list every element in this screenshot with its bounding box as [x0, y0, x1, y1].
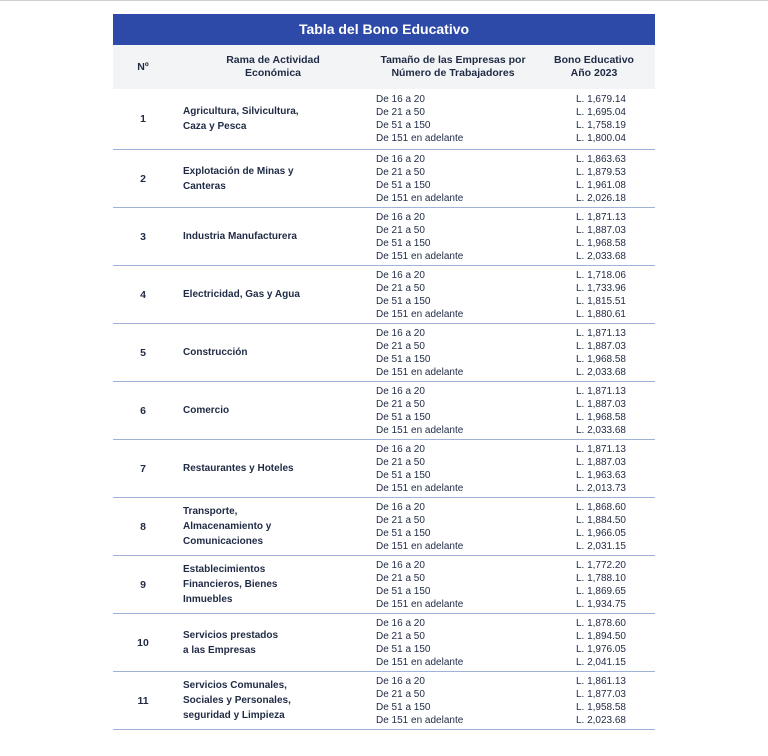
header-bono — [533, 54, 655, 80]
size-range: De 16 a 20 — [376, 559, 425, 571]
bono-amount: L. 1,894.50 — [575, 630, 626, 642]
size-range: De 51 a 150 — [376, 585, 431, 597]
size-range: De 151 en adelante — [376, 656, 464, 668]
row-rama — [173, 287, 373, 302]
row-number: 5 — [140, 346, 146, 359]
header-bono-line-1: Bono Educativo — [554, 54, 634, 66]
rama-line: Almacenamiento y — [183, 521, 272, 532]
size-range: De 16 a 20 — [376, 211, 425, 223]
size-range: De 51 a 150 — [376, 527, 431, 539]
size-range: De 21 a 50 — [376, 688, 425, 700]
bono-amount: L. 1,871.13 — [575, 443, 626, 455]
bono-amount: L. 1,958.58 — [575, 701, 626, 713]
bono-amount: L. 1,877.03 — [575, 688, 626, 700]
bono-amount: L. 1,871.13 — [575, 211, 626, 223]
size-range: De 51 a 150 — [376, 120, 431, 131]
row-sizes — [373, 211, 533, 263]
bono-amount: L. 1,718.06 — [575, 269, 626, 281]
row-sizes — [373, 501, 533, 553]
row-bono — [533, 559, 655, 611]
size-range: De 51 a 150 — [376, 237, 431, 249]
row-sizes — [373, 675, 533, 727]
bono-amount: L. 1,934.75 — [575, 598, 626, 610]
row-bono — [533, 93, 655, 145]
size-range: De 21 a 50 — [376, 572, 425, 584]
table-row — [113, 324, 655, 382]
rama-line: Servicios Comunales, — [183, 680, 287, 691]
row-sizes — [373, 327, 533, 379]
header-rama-line-1: Rama de Actividad — [226, 54, 320, 66]
size-range: De 51 a 150 — [376, 353, 431, 365]
size-range: De 16 a 20 — [376, 385, 425, 397]
size-range: De 21 a 50 — [376, 398, 425, 410]
size-range: De 151 en adelante — [376, 424, 464, 436]
bono-amount: L. 1,961.08 — [575, 179, 626, 191]
row-number: 6 — [140, 404, 146, 417]
bono-amount: L. 1,878.60 — [575, 617, 626, 629]
bono-amount: L. 1,868.60 — [575, 501, 626, 513]
table-header — [113, 45, 655, 89]
row-rama — [173, 628, 373, 658]
rama-line: Restaurantes y Hoteles — [183, 463, 294, 474]
row-number: 8 — [140, 520, 146, 533]
size-range: De 21 a 50 — [376, 224, 425, 236]
bono-amount: L. 2,033.68 — [575, 250, 626, 262]
row-bono — [533, 675, 655, 727]
row-bono — [533, 211, 655, 263]
header-tamano-line-1: Tamaño de las Empresas por — [380, 54, 526, 66]
row-number: 3 — [140, 230, 146, 243]
table-row — [113, 440, 655, 498]
bono-amount: L. 1,800.04 — [575, 133, 626, 144]
row-bono — [533, 153, 655, 205]
size-range: De 21 a 50 — [376, 282, 425, 294]
bono-amount: L. 1,788.10 — [575, 572, 626, 584]
rama-line: Servicios prestados — [183, 629, 279, 641]
size-range: De 21 a 50 — [376, 340, 425, 352]
size-range: De 21 a 50 — [376, 514, 425, 526]
size-range: De 21 a 50 — [376, 107, 425, 118]
row-bono — [533, 327, 655, 379]
bono-amount: L. 1,887.03 — [575, 456, 626, 468]
size-range: De 151 en adelante — [376, 598, 464, 610]
size-range: De 151 en adelante — [376, 308, 464, 320]
table-row — [113, 556, 655, 614]
row-number: 7 — [140, 462, 146, 475]
size-range: De 151 en adelante — [376, 540, 464, 552]
bono-amount: L. 2,033.68 — [575, 424, 626, 436]
size-range: De 51 a 150 — [376, 411, 431, 423]
bono-amount: L. 1,968.58 — [575, 237, 626, 249]
bono-amount: L. 2,041.15 — [575, 656, 626, 668]
bono-amount: L. 2,023.68 — [575, 714, 626, 726]
bono-amount: L. 1,887.03 — [575, 340, 626, 352]
rama-line: Establecimientos — [183, 564, 266, 575]
row-sizes — [373, 93, 533, 145]
table-row — [113, 266, 655, 324]
bono-amount: L. 1,871.13 — [575, 385, 626, 397]
bono-amount: L. 2,031.15 — [575, 540, 626, 552]
rama-line: Financieros, Bienes — [183, 579, 278, 590]
row-bono — [533, 501, 655, 553]
size-range: De 51 a 150 — [376, 179, 431, 191]
table-row — [113, 150, 655, 208]
rama-line: Caza y Pesca — [183, 121, 247, 132]
header-n: Nº — [137, 60, 149, 73]
bono-amount: L. 1,976.05 — [575, 643, 626, 655]
header-tamano — [373, 54, 533, 80]
rama-line: Inmuebles — [183, 594, 233, 605]
size-range: De 51 a 150 — [376, 469, 431, 481]
row-rama — [173, 104, 373, 134]
header-rama-line-2: Económica — [244, 67, 302, 79]
table-body — [113, 89, 655, 730]
size-range: De 21 a 50 — [376, 630, 425, 642]
header-bono-line-2: Año 2023 — [570, 67, 618, 79]
row-number: 9 — [140, 578, 146, 591]
row-sizes — [373, 153, 533, 205]
bono-amount: L. 1,879.53 — [575, 166, 626, 178]
bono-amount: L. 1,871.13 — [575, 327, 626, 339]
table-row — [113, 382, 655, 440]
row-rama — [173, 345, 373, 360]
size-range: De 21 a 50 — [376, 166, 425, 178]
size-range: De 151 en adelante — [376, 133, 464, 144]
row-rama — [173, 164, 373, 194]
table-row — [113, 672, 655, 730]
bono-amount: L. 1,815.51 — [575, 295, 626, 307]
row-number: 11 — [137, 694, 149, 707]
bono-amount: L. 1,887.03 — [575, 398, 626, 410]
row-number: 2 — [140, 172, 146, 185]
rama-line: Industria Manufacturera — [183, 231, 297, 242]
size-range: De 151 en adelante — [376, 366, 464, 378]
rama-line: Explotación de Minas y — [183, 165, 294, 177]
size-range: De 16 a 20 — [376, 327, 425, 339]
size-range: De 151 en adelante — [376, 482, 464, 494]
size-range: De 51 a 150 — [376, 701, 431, 713]
bono-amount: L. 1,869.65 — [575, 585, 626, 597]
table-row — [113, 498, 655, 556]
bono-amount: L. 1,733.96 — [575, 282, 626, 294]
bono-amount: L. 1,863.63 — [575, 153, 626, 165]
row-sizes — [373, 443, 533, 495]
size-range: De 16 a 20 — [376, 153, 425, 165]
rama-line: Canteras — [183, 180, 226, 192]
size-range: De 16 a 20 — [376, 269, 425, 281]
size-range: De 16 a 20 — [376, 501, 425, 513]
header-rama — [173, 54, 373, 80]
bono-amount: L. 2,026.18 — [575, 192, 626, 204]
row-rama — [173, 461, 373, 476]
row-sizes — [373, 385, 533, 437]
table-row — [113, 89, 655, 150]
rama-line: Transporte, — [183, 506, 238, 517]
row-bono — [533, 617, 655, 669]
bono-amount: L. 1,880.61 — [575, 308, 626, 320]
size-range: De 21 a 50 — [376, 456, 425, 468]
row-rama — [173, 403, 373, 418]
rama-line: a las Empresas — [183, 644, 256, 656]
bono-amount: L. 1,695.04 — [575, 107, 626, 118]
row-number: 1 — [140, 113, 146, 125]
row-rama — [173, 504, 373, 549]
rama-line: Comercio — [183, 405, 230, 416]
rama-line: Sociales y Personales, — [183, 695, 291, 706]
size-range: De 16 a 20 — [376, 675, 425, 687]
rama-line: Construcción — [183, 347, 248, 358]
size-range: De 151 en adelante — [376, 250, 464, 262]
size-range: De 151 en adelante — [376, 192, 464, 204]
bono-amount: L. 1,887.03 — [575, 224, 626, 236]
table-row — [113, 614, 655, 672]
rama-line: Agricultura, Silvicultura, — [183, 106, 299, 117]
bono-amount: L. 1,968.58 — [575, 411, 626, 423]
row-bono — [533, 385, 655, 437]
row-sizes — [373, 269, 533, 321]
row-rama — [173, 562, 373, 607]
size-range: De 51 a 150 — [376, 295, 431, 307]
bono-amount: L. 2,033.68 — [575, 366, 626, 378]
table-row — [113, 208, 655, 266]
bono-amount: L. 1,758.19 — [575, 120, 626, 131]
size-range: De 151 en adelante — [376, 714, 464, 726]
bono-amount: L. 1,679.14 — [575, 94, 626, 105]
size-range: De 51 a 150 — [376, 643, 431, 655]
rama-line: Comunicaciones — [183, 536, 264, 547]
row-number: 4 — [140, 288, 146, 301]
size-range: De 16 a 20 — [376, 443, 425, 455]
bono-amount: L. 1,963.63 — [575, 469, 626, 481]
header-tamano-line-2: Número de Trabajadores — [391, 67, 515, 79]
bono-amount: L. 1,884.50 — [575, 514, 626, 526]
size-range: De 16 a 20 — [376, 94, 425, 105]
size-range: De 16 a 20 — [376, 617, 425, 629]
row-bono — [533, 443, 655, 495]
bono-amount: L. 1,968.58 — [575, 353, 626, 365]
row-number: 10 — [137, 636, 149, 649]
top-divider — [0, 0, 768, 1]
row-rama — [173, 678, 373, 723]
row-bono — [533, 269, 655, 321]
rama-line: Electricidad, Gas y Agua — [183, 289, 300, 300]
rama-line: seguridad y Limpieza — [183, 710, 285, 721]
bono-amount: L. 1,772.20 — [575, 559, 626, 571]
bono-table — [113, 14, 655, 730]
row-sizes — [373, 559, 533, 611]
row-sizes — [373, 617, 533, 669]
table-title: Tabla del Bono Educativo — [113, 14, 655, 45]
bono-amount: L. 1,966.05 — [575, 527, 626, 539]
bono-amount: L. 1,861.13 — [575, 675, 626, 687]
bono-amount: L. 2,013.73 — [575, 482, 626, 494]
row-rama — [173, 229, 373, 244]
